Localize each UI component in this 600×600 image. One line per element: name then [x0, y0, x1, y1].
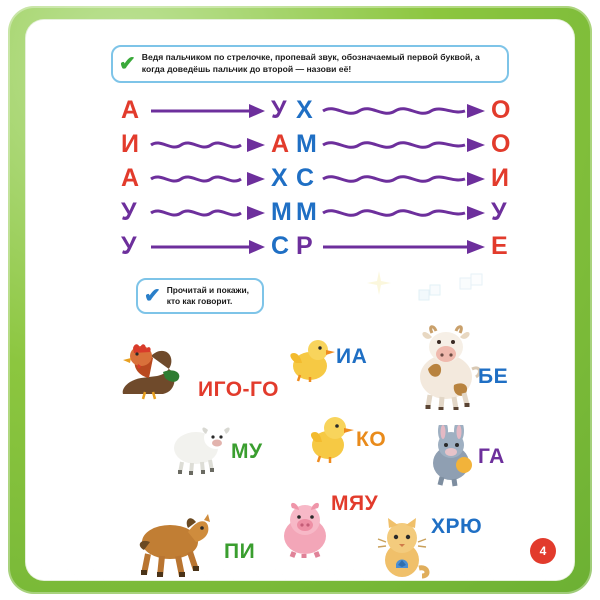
sound-word: ИА [336, 345, 368, 368]
letter-far: У [491, 198, 507, 226]
letter-far: И [491, 164, 509, 192]
letter-exercise [121, 95, 521, 265]
sound-word: ХРЮ [431, 515, 483, 538]
blocks-icon [458, 272, 484, 296]
arrow-wavy-icon [321, 101, 487, 121]
scallop-decoration-bottom [26, 564, 574, 580]
arrow-straight-icon [321, 237, 487, 257]
arrow-straight-icon [149, 237, 267, 257]
sound-word: МЯУ [331, 492, 379, 515]
letter-row [121, 231, 521, 265]
letter-mid: Х [296, 96, 313, 124]
letter-row [121, 163, 521, 197]
scallop-decoration-top [26, 20, 574, 36]
letter-left: У [121, 232, 137, 260]
page-sheet [26, 20, 574, 580]
arrow-wavy-icon [149, 169, 267, 189]
sound-word: БЕ [478, 365, 509, 388]
sound-word: МУ [231, 440, 263, 463]
sound-word: КО [356, 428, 387, 451]
letter-right: А [271, 130, 290, 158]
letter-far: О [491, 96, 511, 124]
rooster-illustration [111, 338, 183, 400]
duckling-illustration [284, 335, 336, 383]
arrow-wavy-icon [149, 135, 267, 155]
letter-right: С [271, 232, 290, 260]
arrow-wavy-icon [321, 135, 487, 155]
sound-word: ПИ [224, 540, 256, 563]
letter-mid: С [296, 164, 315, 192]
instruction-2-text: Прочитай и покажи, кто как говорит. [166, 284, 249, 306]
check-icon: ✔ [119, 53, 136, 75]
letter-mid: М [296, 130, 317, 158]
check-icon: ✔ [144, 285, 161, 307]
letter-far: О [491, 130, 511, 158]
letter-far: Е [491, 232, 508, 260]
instruction-1-text: Ведя пальчиком по стрелочке, пропевай звук, обозначаемый первой буквой, а когда доведёшь пальчик до второй — назови её! [141, 52, 480, 74]
horse-illustration [126, 510, 218, 578]
chick-illustration [304, 412, 356, 464]
arrow-wavy-icon [321, 203, 487, 223]
sound-word: ИГО-ГО [198, 378, 280, 401]
blocks-icon [418, 282, 442, 304]
instruction-callout-1 [111, 45, 509, 83]
letter-left: А [121, 164, 140, 192]
letter-right: М [271, 198, 292, 226]
pig-illustration [274, 498, 336, 558]
letter-mid: Р [296, 232, 313, 260]
sparkle-icon [366, 270, 392, 296]
letter-left: А [121, 96, 140, 124]
letter-right: У [271, 96, 287, 124]
letter-row [121, 129, 521, 163]
letter-left: И [121, 130, 139, 158]
cow-illustration [408, 325, 486, 411]
goat-illustration [166, 418, 230, 476]
arrow-wavy-icon [321, 169, 487, 189]
instruction-callout-2 [136, 278, 264, 314]
letter-left: У [121, 198, 137, 226]
letter-row [121, 197, 521, 231]
letter-row [121, 95, 521, 129]
letter-mid: М [296, 198, 317, 226]
arrow-straight-icon [149, 101, 267, 121]
page-number: 4 [530, 538, 556, 564]
letter-right: Х [271, 164, 288, 192]
arrow-wavy-icon [149, 203, 267, 223]
sound-word: ГА [478, 445, 505, 468]
cat-illustration [372, 518, 434, 580]
donkey-illustration [424, 425, 480, 487]
